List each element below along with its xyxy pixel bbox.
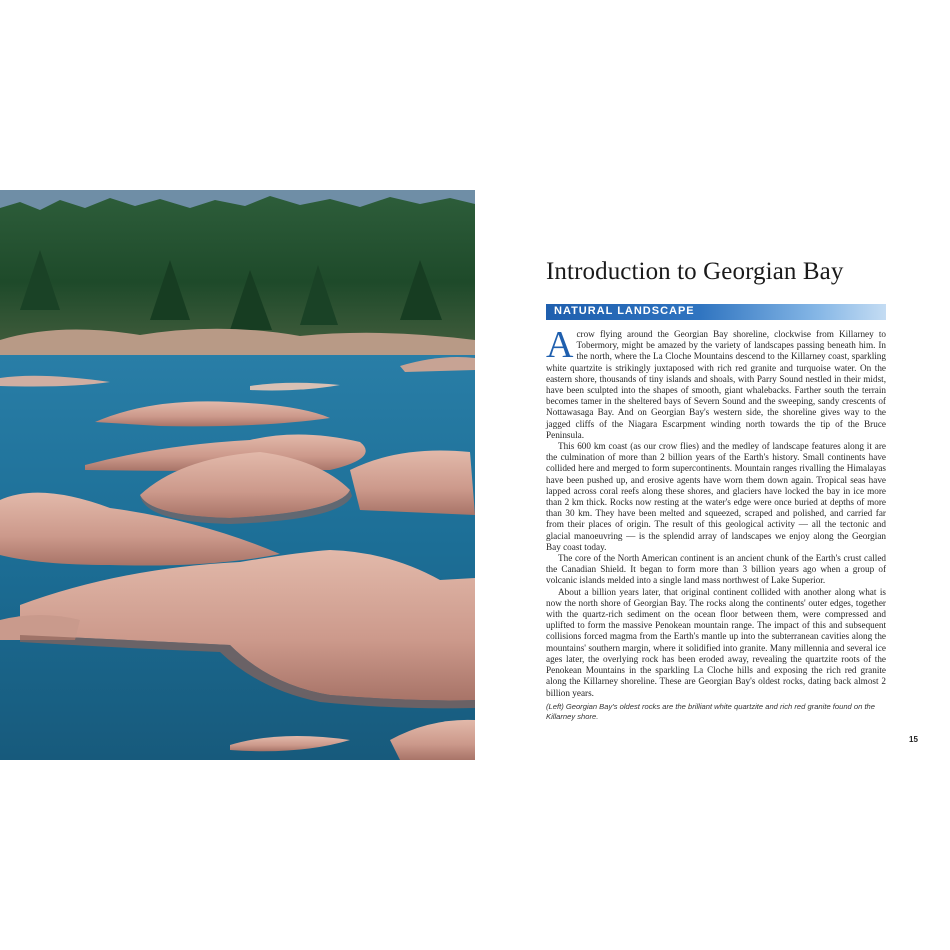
photo-illustration — [0, 190, 475, 760]
page-number: 15 — [909, 735, 918, 744]
body-text — [546, 324, 886, 699]
paragraph-2: This 600 km coast (as our crow flies) and the medley of landscape features along it are the culmination of more than 2 billion years of the Earth's history. Small continents have collided here and merged to form supercontinents. Mountain ranges rivalling the Himalayas have been pushed up, and erosive agents have worn them down again. Tropical seas have lapped across coral reefs along these shores, and glaciers have locked the bay in ice more than 2 km thick. Rocks now resting at the water's edge were once buried at depths of more than 30 km. They have been melted and squeezed, scraped and polished, and carried far from their places of origin. The result of this geological activity — all the tectonic and glacial manoeuvring — is the splendid array of landscapes we enjoy along the Georgian Bay coast today. — [546, 441, 886, 552]
landscape-photo — [0, 190, 475, 760]
drop-cap: A — [546, 324, 574, 366]
paragraph-1 — [546, 324, 886, 441]
photo-caption: (Left) Georgian Bay's oldest rocks are the brilliant white quartzite and rich red granite found on the Killarney shore. — [546, 702, 876, 721]
page-title: Introduction to Georgian Bay — [546, 258, 844, 285]
section-heading-bar — [546, 304, 886, 320]
text-page — [475, 190, 950, 760]
book-spread — [0, 190, 950, 760]
paragraph-1-text: crow flying around the Georgian Bay shoreline, clockwise from Killarney to Tobermory, might be amazed by the variety of landscapes passing beneath him. In the north, where the La Cloche Mountains descend to the Killarney coast, sparkling white quartzite is strikingly juxtaposed with rich red granite and turquoise water. On the eastern shore, thousands of tiny islands and shoals, with Parry Sound nestled in their midst, have been sculpted into the shapes of smooth, giant whalebacks. Farther south the terrain becomes tamer in the sheltered bays of Severn Sound and the sweeping, sandy crescents of Nottawasaga Bay. And on Georgian Bay's western side, the shoreline gives way to the jagged cliffs of the Niagara Escarpment winding north towards the tip of the Bruce Peninsula. — [546, 329, 886, 440]
paragraph-3: The core of the North American continent is an ancient chunk of the Earth's crust called the Canadian Shield. It began to form more than 3 billion years ago when a group of volcanic islands melded into a single land mass northwest of Lake Superior. — [546, 553, 886, 586]
paragraph-4: About a billion years later, that original continent collided with another along what is now the north shore of Georgian Bay. The rocks along the continents' outer edges, together with the quartz-rich sediment on the ocean floor between them, were compressed and uplifted to form the massive Penokean mountain range. The impact of this and subsequent collisions forced magma from the Earth's mantle up into the subterranean cavities along the mountains' southern margin, where it solidified into granite. Many millennia and several ice ages later, the overlying rock has been eroded away, revealing the quartzite roots of the Penokean Mountains in the sparkling La Cloche hills and exposing the rich red granite along the Killarney shoreline. These are Georgian Bay's oldest rocks, dating back almost 2 billion years. — [546, 586, 886, 698]
section-heading: NATURAL LANDSCAPE — [554, 305, 695, 317]
